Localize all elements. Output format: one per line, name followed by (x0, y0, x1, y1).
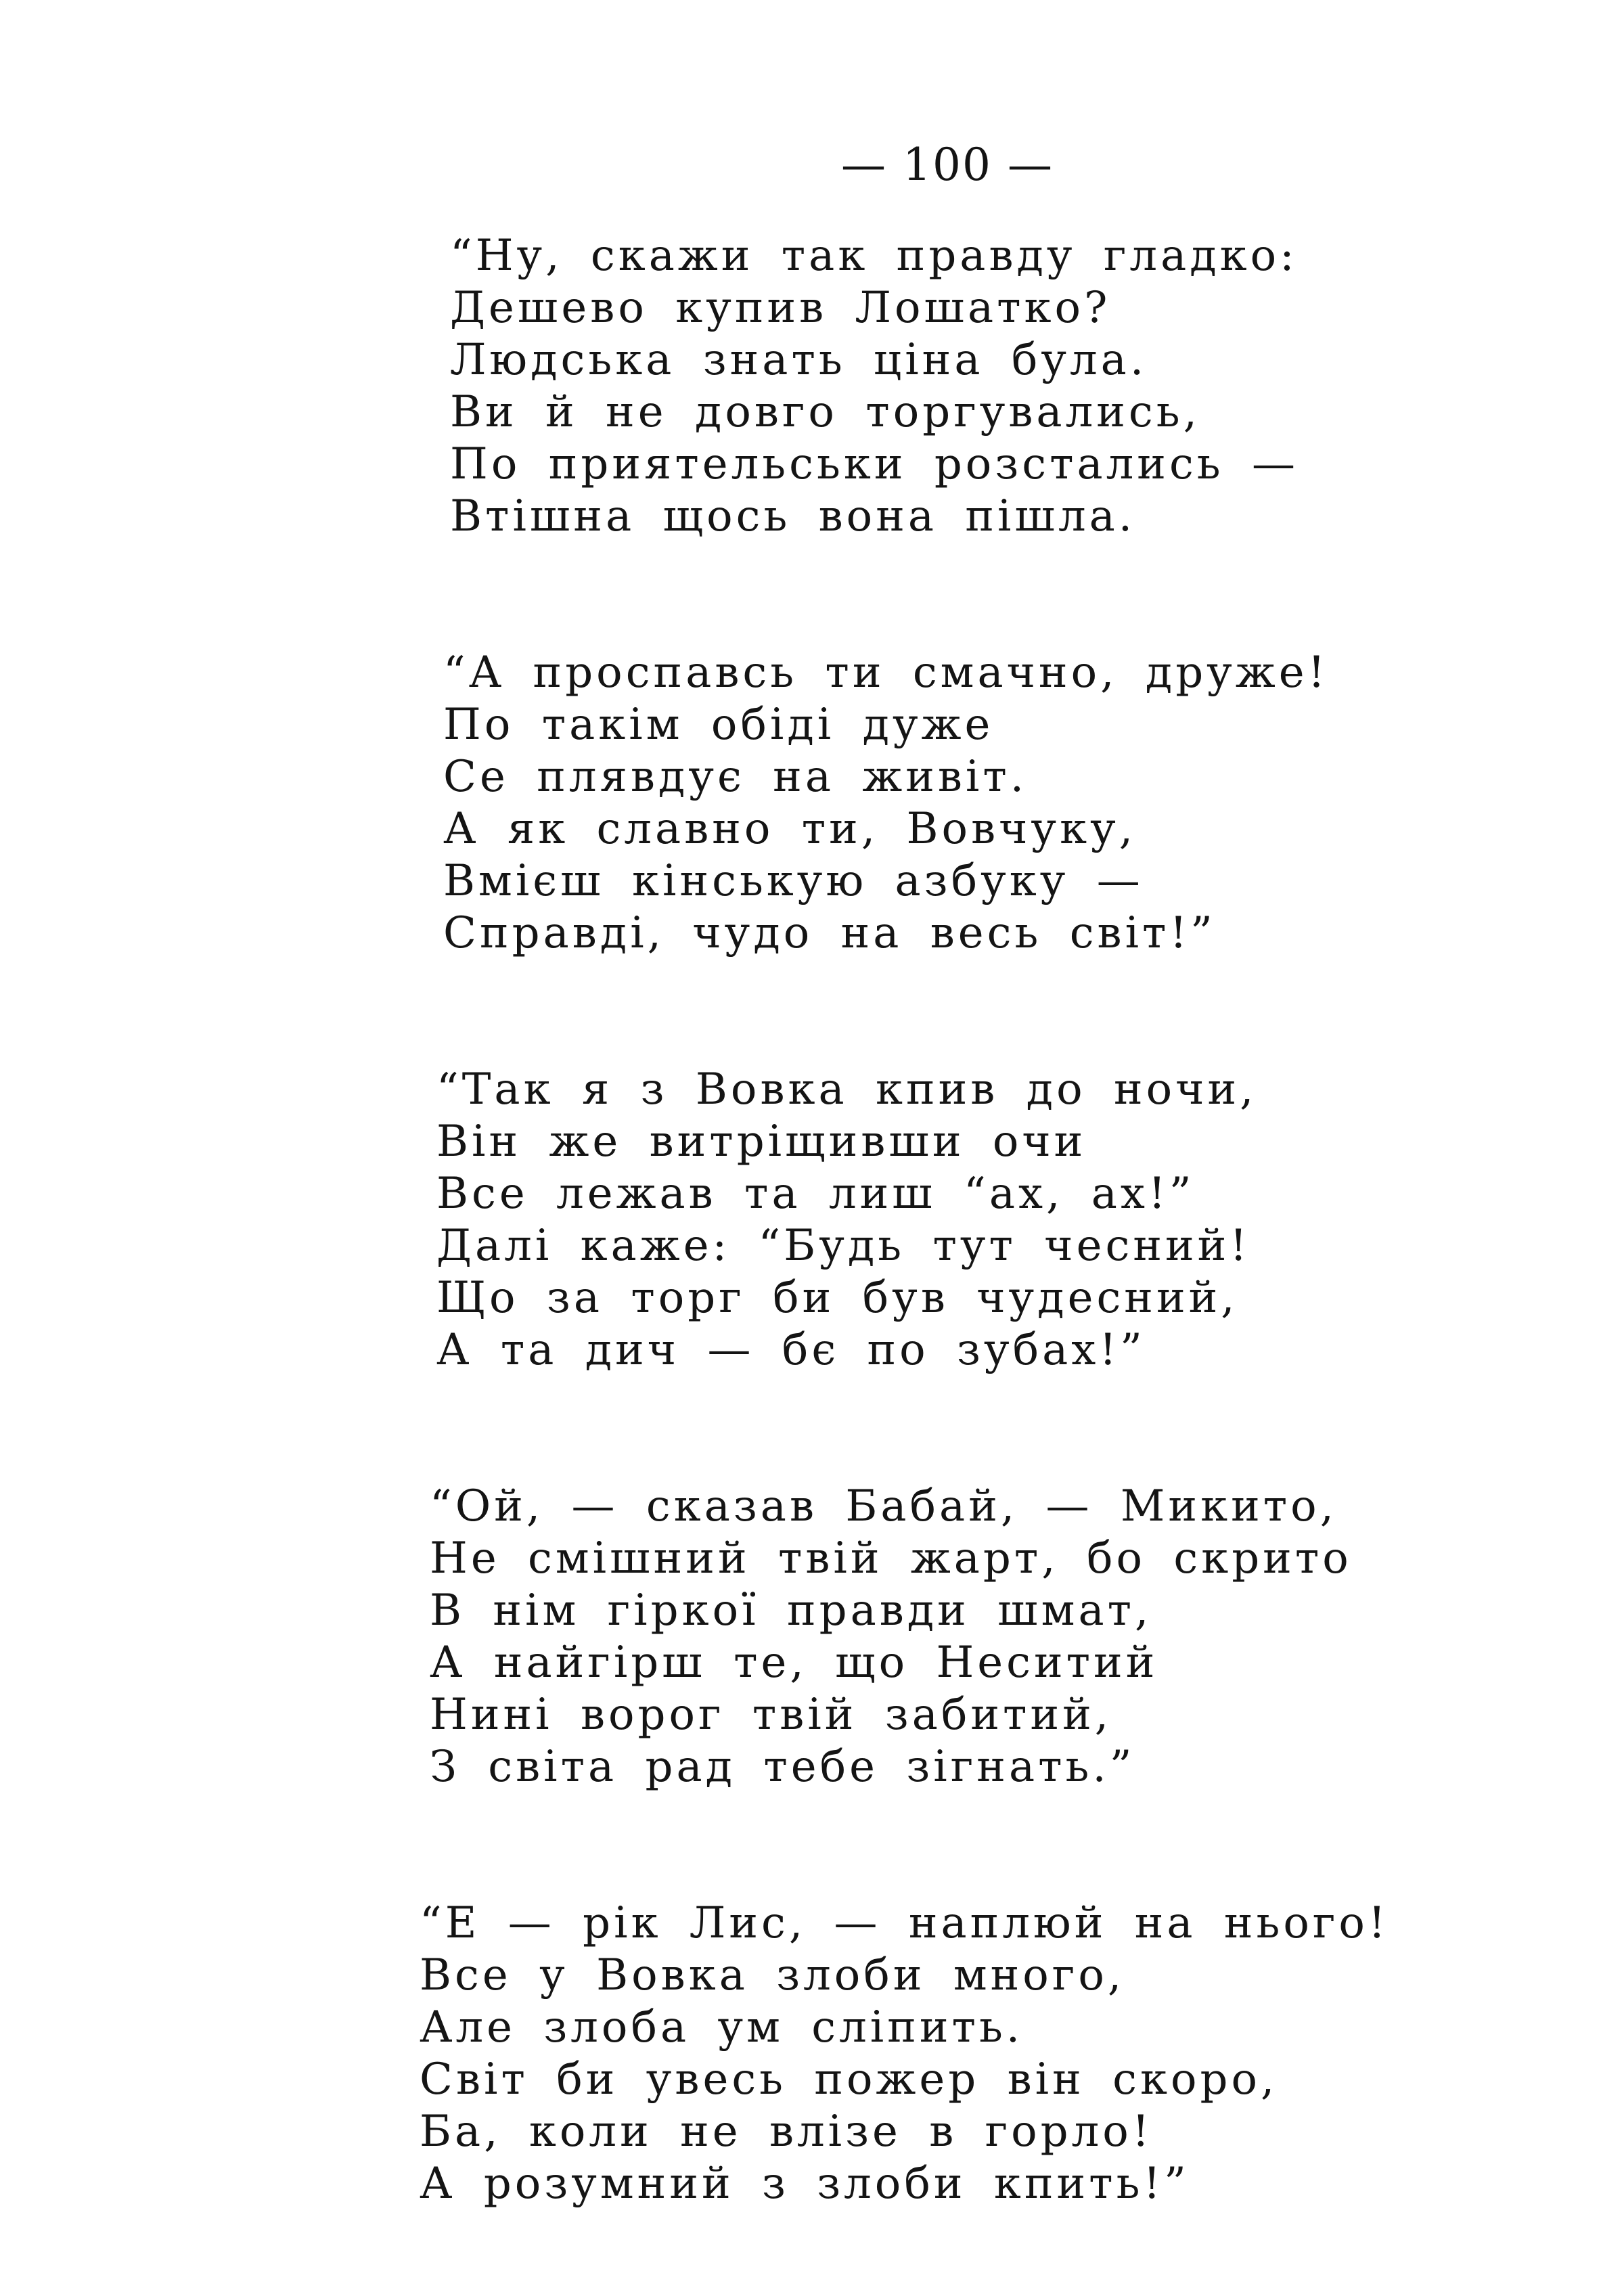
poem-line: Не смішний твій жарт, бо скрито (430, 1533, 1352, 1583)
stanza (420, 1897, 1468, 2210)
poem-line: “Так я з Вовка кпив до ночи, (436, 1064, 1257, 1115)
stanza (436, 1064, 1468, 1376)
poem-line: З світа рад тебе зігнать.” (430, 1742, 1135, 1792)
stanza (443, 647, 1468, 960)
poem-line: В нім гіркої правди шмат, (430, 1586, 1152, 1636)
poem-line: Справді, чудо на весь світ!” (443, 908, 1216, 958)
page-number: — 100 — (841, 139, 1054, 191)
stanza (450, 230, 1468, 543)
poem-line: Вмієш кінськую азбуку — (443, 856, 1144, 906)
poem-line: А найгірш те, що Неситий (430, 1638, 1158, 1688)
poem-line: Ба, коли не влізе в горло! (420, 2107, 1153, 2157)
poem-line: Се плявдує на живіт. (443, 752, 1028, 802)
poem-line: “Ну, скажи так правду гладко: (450, 231, 1298, 281)
poem-line: А розумний з злоби кпить!” (420, 2159, 1190, 2209)
poem-line: Він же витріщивши очи (436, 1117, 1087, 1167)
poem-line: Далі каже: “Будь тут чесний! (436, 1221, 1250, 1271)
poem-line: Дешево купив Лошатко? (450, 283, 1111, 333)
poem-line: Що за торг би був чудесний, (436, 1273, 1238, 1323)
poem-line: Але злоба ум сліпить. (420, 2002, 1024, 2052)
poem-line: “Ой, — сказав Бабай, — Микито, (430, 1481, 1337, 1531)
poem-line: Втішна щось вона пішла. (450, 491, 1136, 541)
poem-line: А та дич — бє по зубах!” (436, 1325, 1146, 1375)
poem-line: А як славно ти, Вовчуку, (443, 804, 1137, 854)
poem-line: Ви й не довго торгувались, (450, 387, 1200, 437)
poem-line: Людська знать ціна була. (450, 335, 1148, 385)
poem-line: Нині ворог твій забитий, (430, 1690, 1112, 1740)
poem-line: По приятельськи розстались — (450, 439, 1299, 489)
poem-line: Світ би увесь пожер він скоро, (420, 2054, 1278, 2105)
poem-line: Все лежав та лиш “ах, ах!” (436, 1169, 1195, 1219)
poem-line: “Е — рік Лис, — наплюй на нього! (420, 1898, 1389, 1948)
poem-line: Все у Вовка злоби много, (420, 1950, 1125, 2000)
poem-text (413, 230, 1468, 2210)
stanza (430, 1481, 1468, 1793)
poem-line: “А проспавсь ти смачно, друже! (443, 648, 1329, 698)
poem-line: По такім обіді дуже (443, 700, 994, 750)
